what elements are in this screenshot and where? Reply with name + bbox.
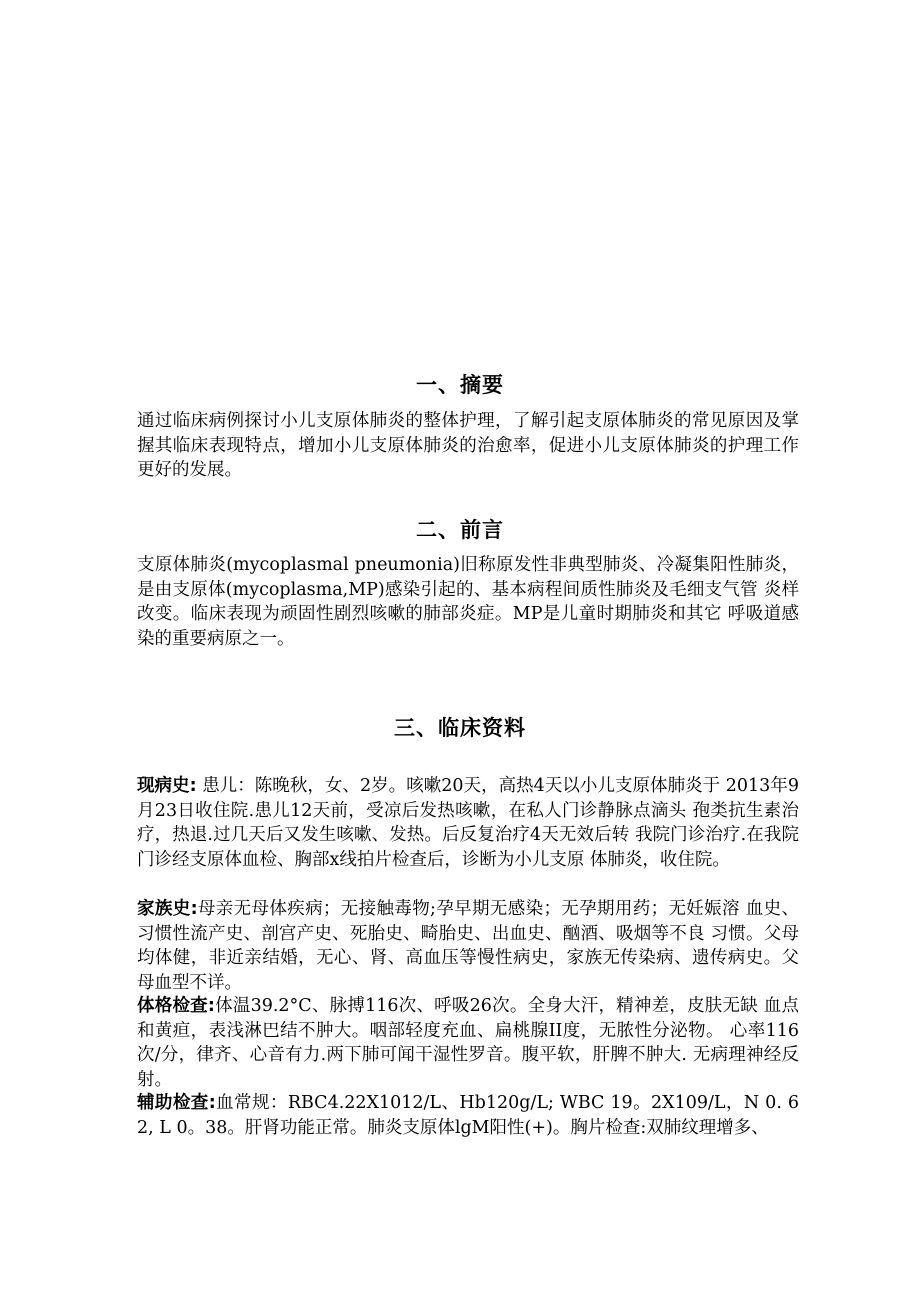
physical-exam-paragraph	[137, 994, 799, 1092]
family-history-paragraph	[137, 897, 799, 995]
present-history-label: 现病史:	[137, 776, 197, 796]
present-history-text: 患儿：陈晚秋，女、2岁。咳嗽20天，高热4天以小儿支原体肺炎于 2013年9月23日收住院.患儿12天前，受凉后发热咳嗽，在私人门诊静脉点滴头 孢类抗生素治疗，热退.过几天后又发生咳嗽、发热。后反复治疗4天无效后转 我院门诊治疗.在我院门诊经支原体血检、胸部x线拍片检查后，诊断为小儿支原 体肺炎，收住院。	[137, 776, 799, 870]
auxiliary-exam-text: 血常规：RBC4.22X1012/L、Hb120g/L; WBC 19。2X109/L，N 0. 62, L 0。38。肝肾功能正常。肺炎支原体lgM阳性(+)。胸片检查:双肺纹理增多、	[137, 1093, 799, 1138]
auxiliary-exam-paragraph	[137, 1091, 799, 1140]
physical-exam-label: 体格检查:	[137, 996, 215, 1016]
abstract-heading: 一、摘要	[416, 373, 504, 397]
preface-heading: 二、前言	[416, 518, 504, 542]
auxiliary-exam-label: 辅助检查:	[137, 1093, 216, 1113]
family-history-label: 家族史:	[137, 899, 198, 919]
clinical-data-heading: 三、临床资料	[394, 716, 526, 740]
present-history-paragraph	[137, 774, 799, 872]
abstract-paragraph: 通过临床病例探讨小儿支原体肺炎的整体护理，了解引起支原体肺炎的常见原因及掌握其临床表现特点，增加小儿支原体肺炎的治愈率，促进小儿支原体肺炎的护理工作更好的发展。	[137, 411, 799, 480]
preface-paragraph: 支原体肺炎(mycoplasmal pneumonia)旧称原发性非典型肺炎、冷凝集阳性肺炎，是由支原体(mycoplasma,MP)感染引起的、基本病程间质性肺炎及毛细支气管 炎样改变。临床表现为顽固性剧烈咳嗽的肺部炎症。MP是儿童时期肺炎和其它 呼吸道感染的重要病原之一。	[137, 555, 799, 649]
family-history-text: 母亲无母体疾病；无接触毒物;孕早期无感染；无孕期用药；无妊娠溶 血史、习惯性流产史、剖宫产史、死胎史、畸胎史、出血史、酗酒、吸烟等不良 习惯。父母均体健，非近亲结婚，无心、肾、高血压等慢性病史，家族无传染病、遗传病史。父母血型不详。	[137, 899, 799, 993]
physical-exam-text: 体温39.2°C、脉搏116次、呼吸26次。全身大汗，精神差，皮肤无缺 血点和黄疸，表浅淋巴结不肿大。咽部轻度充血、扁桃腺II度，无脓性分泌物。 心率116次/分，律齐、心音有力.两下肺可闻干湿性罗音。腹平软，肝脾不肿大. 无病理神经反射。	[137, 996, 799, 1090]
